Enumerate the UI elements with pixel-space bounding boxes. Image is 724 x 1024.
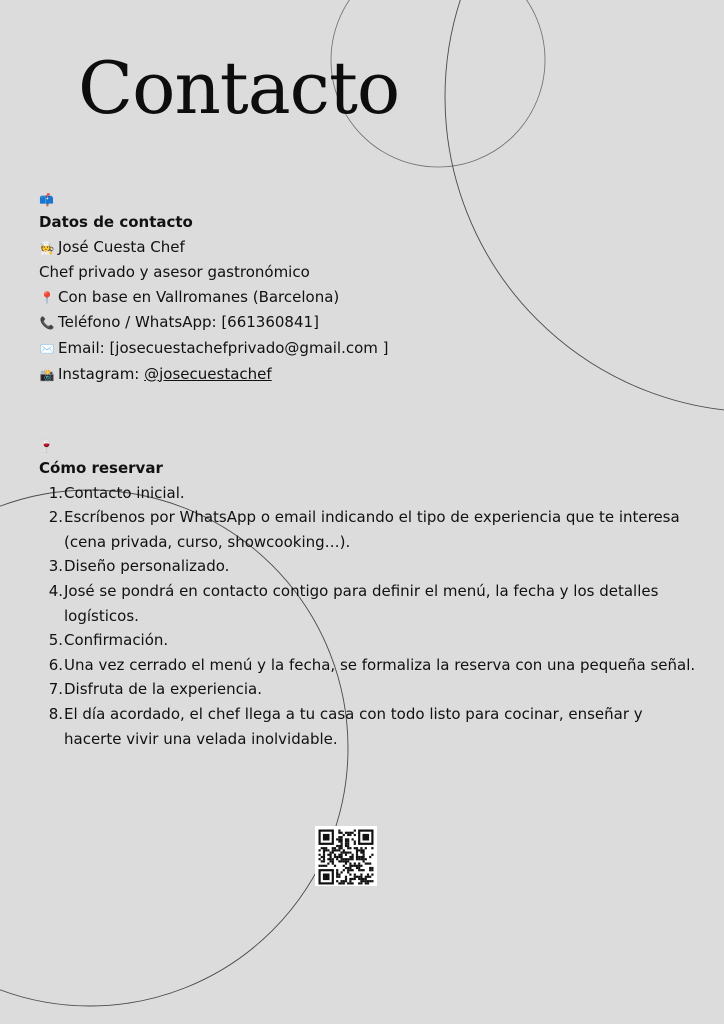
contact-line-role: Chef privado y asesor gastronómico (39, 263, 310, 282)
step-text-line: Diseño personalizado. (64, 557, 230, 576)
step-text-line: El día acordado, el chef llega a tu casa con todo listo para cocinar, enseñar y (64, 704, 643, 723)
contact-line-instagram: 📸 Instagram: @josecuestachef (39, 362, 699, 388)
contact-line-phone: 📞 Teléfono / WhatsApp: [661360841] (39, 310, 699, 336)
contact-line-email: ✉️ Email: [josecuestachefprivado@gmail.com ] (39, 336, 699, 362)
step-number: 2. (48, 508, 63, 527)
step-text-line: Confirmación. (64, 631, 169, 650)
contact-section (39, 190, 699, 387)
wine-glass-icon: 🍷 (39, 439, 54, 453)
step-text-line: hacerte vivir una velada inolvidable. (64, 729, 338, 748)
booking-step (39, 579, 699, 628)
step-text-line: Una vez cerrado el menú y la fecha, se formaliza la reserva con una pequeña señal. (64, 655, 696, 674)
step-number: 1. (48, 483, 63, 502)
booking-step (39, 481, 699, 506)
step-text-line: Disfruta de la experiencia. (64, 680, 263, 699)
booking-section (39, 436, 699, 751)
booking-step (39, 653, 699, 678)
step-number: 8. (48, 704, 63, 723)
step-text-line: José se pondrá en contacto contigo para definir el menú, la fecha y los detalles (64, 581, 659, 600)
envelope-icon: ✉️ (39, 341, 55, 356)
contact-line-location: 📍 Con base en Vallromanes (Barcelona) (39, 285, 699, 311)
step-number: 7. (48, 680, 63, 699)
step-text-line: logísticos. (64, 606, 139, 625)
contact-heading: Datos de contacto (39, 213, 193, 231)
chef-icon: 🧑‍🍳 (39, 240, 55, 255)
booking-step (39, 505, 699, 554)
step-number: 4. (48, 581, 63, 600)
step-text-line: Escríbenos por WhatsApp o email indicando el tipo de experiencia que te interesa (64, 508, 680, 527)
step-number: 5. (48, 631, 63, 650)
step-text-line: (cena privada, curso, showcooking…). (64, 532, 351, 551)
instagram-link[interactable]: @josecuestachef (144, 364, 272, 383)
booking-steps-list (39, 481, 699, 752)
booking-step (39, 628, 699, 653)
phone-icon: 📞 (39, 316, 55, 331)
pin-icon: 📍 (39, 290, 55, 305)
camera-icon: 📸 (39, 367, 55, 382)
booking-heading: Cómo reservar (39, 459, 163, 477)
step-text-line: Contacto inicial. (64, 483, 185, 502)
qr-code (315, 826, 377, 886)
contact-line-name: 🧑‍🍳 José Cuesta Chef (39, 235, 699, 261)
booking-step (39, 554, 699, 579)
step-number: 3. (48, 557, 63, 576)
booking-step (39, 702, 699, 751)
step-number: 6. (48, 655, 63, 674)
booking-step (39, 677, 699, 702)
mailbox-icon: 📫 (39, 193, 54, 207)
page-title: Contacto (78, 46, 400, 130)
